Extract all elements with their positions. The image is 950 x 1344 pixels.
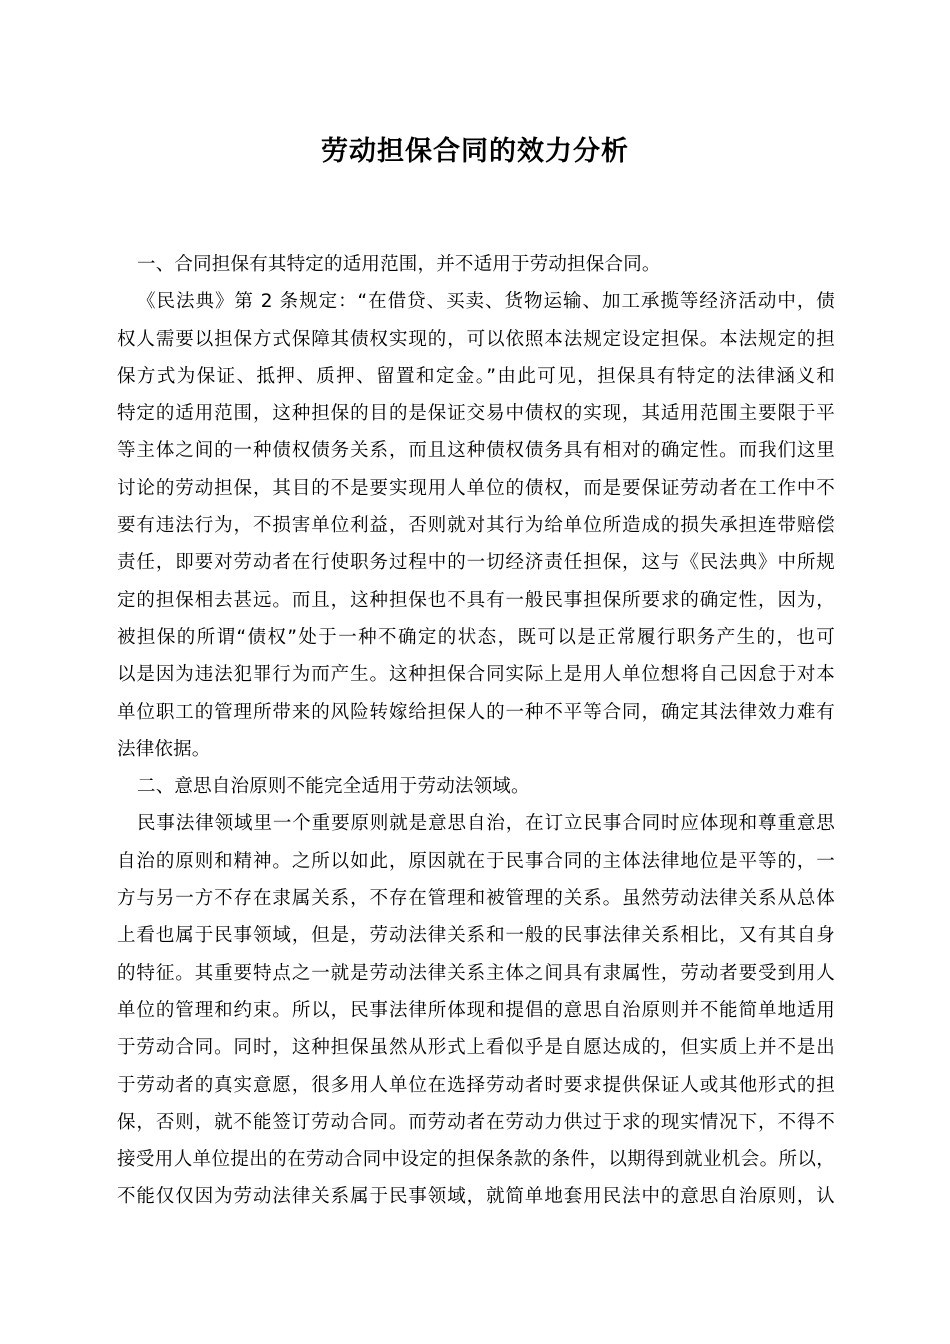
- text-line: 定的担保相去甚远。而且，这种担保也不具有一般民事担保所要求的确定性，因为，: [117, 589, 835, 611]
- text-line: 于劳动者的真实意愿，很多用人单位在选择劳动者时要求提供保证人或其他形式的担: [117, 1074, 835, 1096]
- text-line: 二、意思自治原则不能完全适用于劳动法领域。: [137, 776, 530, 798]
- text-line: 法律依据。: [117, 738, 211, 760]
- text-line: 的特征。其重要特点之一就是劳动法律关系主体之间具有隶属性，劳动者要受到用人: [117, 962, 835, 984]
- text-line: 接受用人单位提出的在劳动合同中设定的担保条款的条件，以期得到就业机会。所以，: [117, 1149, 835, 1171]
- text-line: 单位职工的管理所带来的风险转嫁给担保人的一种不平等合同，确定其法律效力难有: [117, 701, 835, 723]
- text-line: 《民法典》第 2 条规定：“在借贷、买卖、货物运输、加工承揽等经济活动中，债: [137, 291, 835, 313]
- text-line: 特定的适用范围，这种担保的目的是保证交易中债权的实现，其适用范围主要限于平: [117, 403, 835, 425]
- text-line: 被担保的所谓“债权”处于一种不确定的状态，既可以是正常履行职务产生的，也可: [117, 626, 835, 648]
- text-line: 于劳动合同。同时，这种担保虽然从形式上看似乎是自愿达成的，但实质上并不是出: [117, 1037, 835, 1059]
- text-line: 责任，即要对劳动者在行使职务过程中的一切经济责任担保，这与《民法典》中所规: [117, 552, 835, 574]
- text-line: 一、合同担保有其特定的适用范围，并不适用于劳动担保合同。: [137, 254, 661, 275]
- text-line: 上看也属于民事领域，但是，劳动法律关系和一般的民事法律关系相比，又有其自身: [117, 925, 835, 947]
- text-line: 方与另一方不存在隶属关系，不存在管理和被管理的关系。虽然劳动法律关系从总体: [117, 888, 835, 910]
- text-line: 讨论的劳动担保，其目的不是要实现用人单位的债权，而是要保证劳动者在工作中不: [117, 477, 835, 499]
- text-line: 自治的原则和精神。之所以如此，原因就在于民事合同的主体法律地位是平等的，一: [117, 850, 835, 872]
- text-line: 保，否则，就不能签订劳动合同。而劳动者在劳动力供过于求的现实情况下，不得不: [117, 1111, 835, 1133]
- text-line: 保方式为保证、抵押、质押、留置和定金。”由此可见，担保具有特定的法律涵义和: [117, 365, 835, 387]
- text-line: 要有违法行为，不损害单位利益，否则就对其行为给单位所造成的损失承担连带赔偿: [117, 515, 835, 537]
- text-line: 以是因为违法犯罪行为而产生。这种担保合同实际上是用人单位想将自己因怠于对本: [117, 664, 835, 686]
- text-line: 等主体之间的一种债权债务关系，而且这种债权债务具有相对的确定性。而我们这里: [117, 440, 835, 462]
- text-line: 民事法律领域里一个重要原则就是意思自治，在订立民事合同时应体现和尊重意思: [137, 813, 835, 835]
- document-body: [117, 246, 835, 1216]
- document-title: 劳动担保合同的效力分析: [321, 136, 629, 167]
- text-line: 权人需要以担保方式保障其债权实现的，可以依照本法规定设定担保。本法规定的担: [117, 328, 835, 350]
- text-line: 不能仅仅因为劳动法律关系属于民事领域，就简单地套用民法中的意思自治原则，认: [117, 1186, 835, 1208]
- text-line: 单位的管理和约束。所以，民事法律所体现和提倡的意思自治原则并不能简单地适用: [117, 999, 835, 1021]
